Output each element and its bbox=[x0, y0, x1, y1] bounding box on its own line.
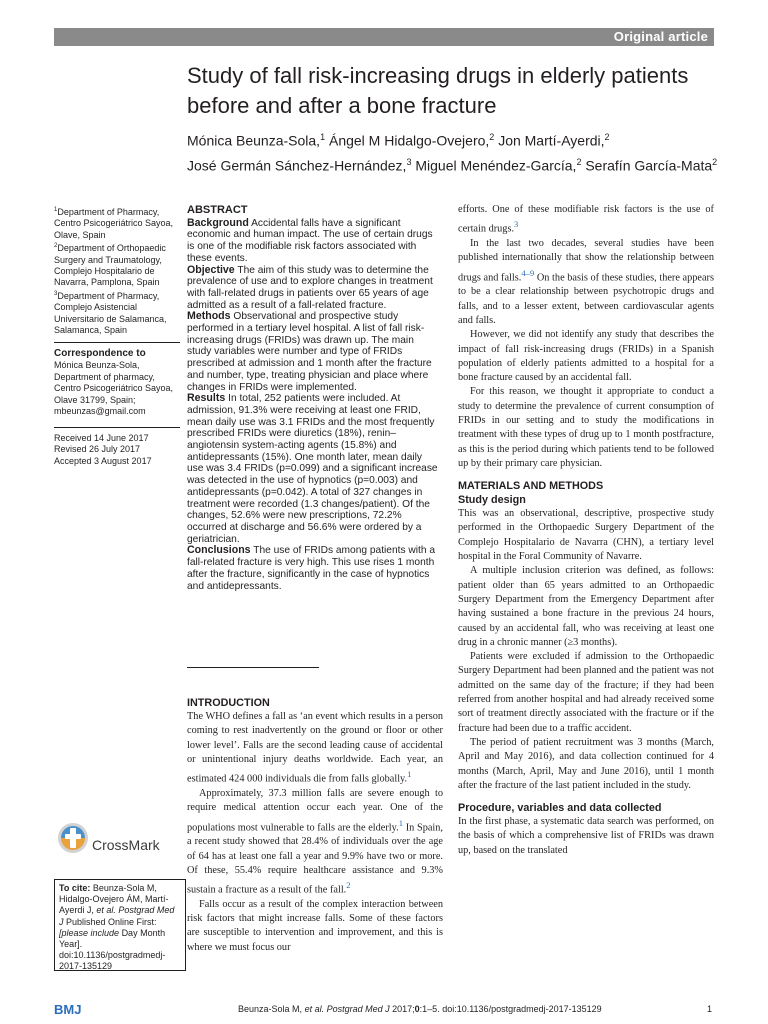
author-list bbox=[187, 127, 727, 176]
sidebar-divider bbox=[54, 342, 180, 343]
crossmark-icon bbox=[57, 822, 89, 862]
article-title: Study of fall risk-increasing drugs in elderly patients before and after a bone fracture bbox=[187, 63, 689, 118]
article-type-bar bbox=[54, 28, 714, 46]
body-paragraph: efforts. One of these modifiable risk factors is the use of certain drugs.$^3$ bbox=[458, 204, 714, 235]
abstract-section: Conclusions The use of FRIDs among patients with a fall-related fracture is very high. This use rises 1 month after the fracture, significantly in the case of hypnotics and antidepressants. bbox=[187, 544, 435, 592]
author-name[interactable]: Ángel M Hidalgo-Ovejero, bbox=[328, 132, 490, 149]
right-column bbox=[458, 203, 714, 858]
accepted-date: Accepted 3 August 2017 bbox=[54, 455, 152, 466]
affiliations bbox=[54, 205, 186, 336]
author-affiliation-sup: 2 bbox=[489, 132, 495, 142]
author-affiliation-sup: 2 bbox=[712, 156, 718, 167]
body-paragraph: For this reason, we thought it appropriate to conduct a study to determine the prevalence of current consumption of FRIDs in our setting and to study the modifications in treatment with these types of drug up to 1 month postfracture, as this is the period during which patients tend to be followed up by their primary care physician. bbox=[458, 386, 714, 469]
methods-heading: MATERIALS AND METHODS bbox=[458, 480, 604, 493]
abstract-section: Results In total, 252 patients were included. At admission, 91.3% were receiving at least one FRID, mean daily use was 3.1 FRIDs and the most frequently prescribed FRIDs were diuretics (18%), renin–angiotensin system-acting agents (15.8%) and antidepressants (15%). One month later, mean daily use was 3.4 FRIDs (p=0.099) and a significant increase was detected in the use of hypnotics (p=0.003) and antidepressants (p=0.042). A total of 327 changes in treatment were recorded (1.3 changes/patient). Of the changes, 52.6% were new prescriptions, 72.2% occurred at discharge and 56.6% were ordered by a geriatrician. bbox=[187, 392, 438, 545]
affiliation-item: $^3$Department of Pharmacy, Complejo Asistencial Universitario de Salamanca, Salamanca, Spain bbox=[54, 290, 167, 336]
reference-link[interactable]: 4–9 bbox=[521, 267, 535, 278]
correspondence-line: Centro Psicogeriátrico Sayoa, bbox=[54, 383, 174, 394]
author-name[interactable]: Serafín García-Mata bbox=[585, 157, 713, 174]
correspondence bbox=[54, 348, 186, 417]
body-paragraph: Falls occur as a result of the complex interaction between risk factors that might increase falls. Some of these factors are susceptible to intervention and improvement, and this is where we must focus our bbox=[187, 898, 443, 953]
abstract-section: Methods Observational and prospective study performed in a tertiary level hospital. A list of fall risk-increasing drugs (FRIDs) was drawn up. The main study variables were number and type of FRIDs prescribed at admission and 1 month after the fracture and number, type, treating physician and place where changes in FRIDs were implemented. bbox=[187, 310, 432, 393]
affiliation-item: $^2$Department of Orthopaedic Surgery and Traumatology, Complejo Hospitalario de Navarra, Pamplona, Spain bbox=[54, 243, 166, 288]
to-cite-box: To cite: Beunza-Sola M, Hidalgo-Ovejero ÁM, Martí-Ayerdi J, et al. Postgrad Med J Published Online First: [please include Day Month Year]. doi:10.1136/postgradmedj-2017-135129 bbox=[54, 879, 186, 971]
correspondence-heading: Correspondence to bbox=[54, 348, 146, 359]
body-paragraph: The period of patient recruitment was 3 months (March, April and May 2016), and data collection continued for 4 months (March, April, May and June 2016), until 1 month after the fracture of the last patient included in the study. bbox=[458, 736, 714, 791]
body-paragraph: However, we did not identify any study that describes the impact of fall risk-increasing drugs (FRIDs) in a Spanish population of elderly patients admitted to a hospital for a bone fracture caused by an accidental fall. bbox=[458, 329, 714, 384]
author-affiliation-sup: 2 bbox=[604, 132, 610, 142]
abstract-section: Objective The aim of this study was to determine the prevalence of use and to explore changes in treatment with fall-related drugs in patients over 65 years of age admitted as a result of a fall-related fracture. bbox=[187, 263, 433, 311]
affiliation-item: $^1$Department of Pharmacy, Centro Psicogeriátrico Sayoa, Olave, Spain bbox=[54, 207, 174, 240]
introduction-heading: INTRODUCTION bbox=[187, 697, 270, 709]
bmj-logo: BMJ bbox=[54, 1002, 82, 1017]
author-affiliation-sup: 3 bbox=[406, 156, 412, 167]
crossmark-badge[interactable] bbox=[57, 822, 183, 872]
sidebar-divider bbox=[54, 427, 180, 428]
reference-link[interactable]: 1 bbox=[398, 817, 404, 828]
footer-citation: Beunza-Sola M, et al. Postgrad Med J 2017;0:1–5. doi:10.1136/postgradmedj-2017-135129 bbox=[238, 1004, 602, 1014]
abstract-heading: ABSTRACT bbox=[187, 204, 248, 216]
study-design-heading: Study design bbox=[458, 494, 526, 507]
crossmark-label: CrossMark bbox=[92, 837, 160, 853]
article-type-label: Original article bbox=[613, 29, 708, 44]
abstract-section: Background Accidental falls have a significant economic and human impact. The use of certain drugs is one of the modifiable risk factors associated with these events. bbox=[187, 216, 433, 264]
to-cite-label: To cite: bbox=[59, 883, 91, 893]
abstract bbox=[187, 205, 441, 592]
correspondence-email[interactable]: mbeunzas@gmail.com bbox=[54, 406, 146, 417]
body-paragraph: Approximately, 37.3 million falls are severe enough to require medical attention occur each year. One of the populations most vulnerable to falls are the elderly.$^1$ In Spain, a recent study showed that 28.4% of individuals over the age of 64 has at least one fall a year and 9.9% have two or more. Of these, 55.4% require healthcare assistance and 9.3% sustain a fracture as a result of the fall.$^2$ bbox=[187, 787, 443, 896]
abstract-divider bbox=[187, 667, 319, 668]
body-paragraph: A multiple inclusion criterion was defined, as follows: patient older than 65 years admitted to an Orthopaedic Surgery Department from the Emergency Department after having sustained a bone fracture in the previous 24 hours, caused by an accidental fall, who was receiving at least one drug in a chronic manner (≥3 months). bbox=[458, 565, 714, 648]
article-dates bbox=[54, 433, 186, 467]
reference-link[interactable]: 1 bbox=[407, 769, 412, 780]
page-number: 1 bbox=[707, 1004, 713, 1014]
revised-date: Revised 26 July 2017 bbox=[54, 444, 141, 455]
introduction-section bbox=[187, 696, 443, 955]
correspondence-line: Department of pharmacy, bbox=[54, 371, 155, 382]
correspondence-line: Olave 31799, Spain; bbox=[54, 394, 136, 405]
reference-link[interactable]: 3 bbox=[514, 219, 519, 230]
body-paragraph: In the first phase, a systematic data search was performed, on the basis of which a comprehensive list of FRIDs was drawn up, based on the translated bbox=[458, 816, 714, 856]
author-affiliation-sup: 2 bbox=[576, 156, 582, 167]
correspondence-line: Mónica Beunza-Sola, bbox=[54, 360, 140, 371]
author-name[interactable]: Jon Martí-Ayerdi, bbox=[498, 132, 605, 149]
author-name[interactable]: Miguel Menéndez-García, bbox=[415, 157, 577, 174]
body-paragraph: Patients were excluded if admission to the Orthopaedic Surgery Department had been planned and the patient was not admitted on the same day of the fracture; if they had been referred from another hospital and had already received some sort of treatment directly associated with the fracture or if the fracture had been due to a traffic accident. bbox=[458, 651, 714, 734]
author-affiliation-sup: 1 bbox=[320, 132, 326, 142]
reference-link[interactable]: 2 bbox=[346, 880, 351, 891]
received-date: Received 14 June 2017 bbox=[54, 433, 149, 443]
body-paragraph: The WHO defines a fall as ‘an event which results in a person coming to rest inadvertently on the ground or floor or other lower level’. Falls are the second leading cause of accidental or unintentional injury deaths worldwide. Each year, an estimated 424 000 individuals die from falls globally.$^1$ bbox=[187, 711, 443, 785]
procedure-heading: Procedure, variables and data collected bbox=[458, 802, 662, 815]
body-paragraph: In the last two decades, several studies have been published internationally that show the relationship between drugs and falls.$^{4-9}$ On the basis of these studies, there appears to be a clear relationship between psychotropic drugs and falls, and to a lesser extent, between cardiovascular agents and falls. bbox=[458, 238, 714, 326]
to-cite-doi[interactable]: doi:10.1136/postgradmedj-2017-135129 bbox=[59, 950, 166, 972]
body-paragraph: This was an observational, descriptive, prospective study performed in the Orthopaedic Surgery Department of the Complejo Hospitalario de Navarra (CHN), a tertiary level hospital in the Foral Community of Navarre. bbox=[458, 508, 714, 563]
author-name[interactable]: Mónica Beunza-Sola, bbox=[187, 132, 321, 149]
author-name[interactable]: José Germán Sánchez-Hernández, bbox=[187, 157, 407, 174]
